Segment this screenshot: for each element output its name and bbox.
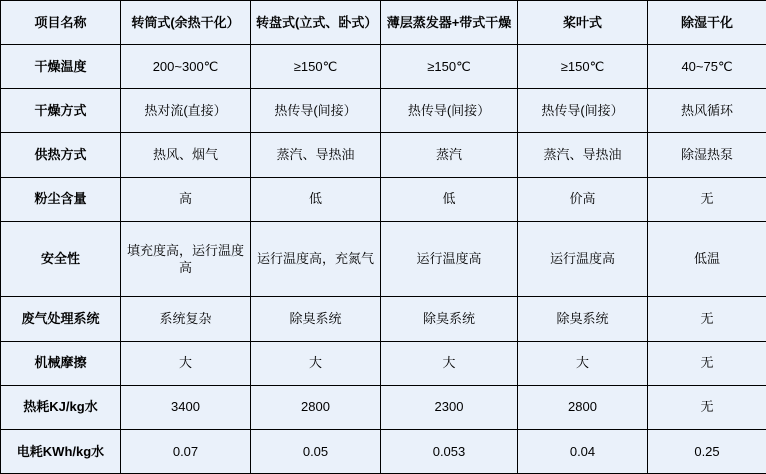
table-cell: 低	[251, 177, 381, 221]
table-cell: ≥150℃	[251, 45, 381, 89]
column-header-thin-film-belt: 薄层蒸发器+带式干燥	[381, 1, 518, 45]
table-cell: ≥150℃	[381, 45, 518, 89]
table-cell: 低	[381, 177, 518, 221]
table-row	[1, 45, 766, 89]
table-cell: 蒸汽、导热油	[251, 133, 381, 177]
table-cell: 0.07	[121, 429, 251, 473]
table-row	[1, 341, 766, 385]
table-cell: 除臭系统	[251, 297, 381, 341]
table-cell: 2300	[381, 385, 518, 429]
table-cell: 2800	[518, 385, 648, 429]
table-cell: 3400	[121, 385, 251, 429]
row-label: 安全性	[1, 221, 121, 297]
table-cell: 运行温度高，充氮气	[251, 221, 381, 297]
table-row	[1, 133, 766, 177]
table-cell: 40~75℃	[648, 45, 766, 89]
table-cell: 蒸汽、导热油	[518, 133, 648, 177]
table-cell: 大	[518, 341, 648, 385]
column-header-rotary-drum: 转筒式(余热干化）	[121, 1, 251, 45]
table-cell: 热传导(间接）	[381, 89, 518, 133]
table-header-row	[1, 1, 766, 45]
column-header-rotary-disc: 转盘式(立式、卧式）	[251, 1, 381, 45]
table-row	[1, 221, 766, 297]
table-cell: 0.25	[648, 429, 766, 473]
table-cell: 大	[121, 341, 251, 385]
table-row	[1, 429, 766, 473]
table-cell: 热传导(间接）	[251, 89, 381, 133]
table-cell: 大	[251, 341, 381, 385]
table-row	[1, 177, 766, 221]
table-cell: 无	[648, 177, 766, 221]
table-cell: 无	[648, 385, 766, 429]
table-cell: 价高	[518, 177, 648, 221]
row-label: 电耗KWh/kg水	[1, 429, 121, 473]
column-header-paddle: 桨叶式	[518, 1, 648, 45]
table-cell: 200~300℃	[121, 45, 251, 89]
table-cell: 蒸汽	[381, 133, 518, 177]
column-header-dehumidification: 除湿干化	[648, 1, 766, 45]
table-cell: 系统复杂	[121, 297, 251, 341]
row-label: 干燥温度	[1, 45, 121, 89]
table-cell: 高	[121, 177, 251, 221]
column-header-item-name: 项目名称	[1, 1, 121, 45]
table-cell: 除臭系统	[381, 297, 518, 341]
table-cell: 0.04	[518, 429, 648, 473]
table-cell: 0.053	[381, 429, 518, 473]
table-cell: 热对流(直接）	[121, 89, 251, 133]
row-label: 废气处理系统	[1, 297, 121, 341]
row-label: 粉尘含量	[1, 177, 121, 221]
table-cell: 2800	[251, 385, 381, 429]
row-label: 干燥方式	[1, 89, 121, 133]
row-label: 机械摩擦	[1, 341, 121, 385]
table-cell: 运行温度高	[381, 221, 518, 297]
table-cell: 无	[648, 341, 766, 385]
table-cell: ≥150℃	[518, 45, 648, 89]
table-cell: 大	[381, 341, 518, 385]
table-cell: 除湿热泵	[648, 133, 766, 177]
table-cell: 运行温度高	[518, 221, 648, 297]
table-cell: 无	[648, 297, 766, 341]
table-cell: 热传导(间接）	[518, 89, 648, 133]
row-label: 热耗KJ/kg水	[1, 385, 121, 429]
table-cell: 热风循环	[648, 89, 766, 133]
table-cell: 填充度高，运行温度高	[121, 221, 251, 297]
table-cell: 低温	[648, 221, 766, 297]
table-cell: 热风、烟气	[121, 133, 251, 177]
table-row	[1, 297, 766, 341]
table-row	[1, 385, 766, 429]
table-cell: 除臭系统	[518, 297, 648, 341]
row-label: 供热方式	[1, 133, 121, 177]
table-row	[1, 89, 766, 133]
table-cell: 0.05	[251, 429, 381, 473]
